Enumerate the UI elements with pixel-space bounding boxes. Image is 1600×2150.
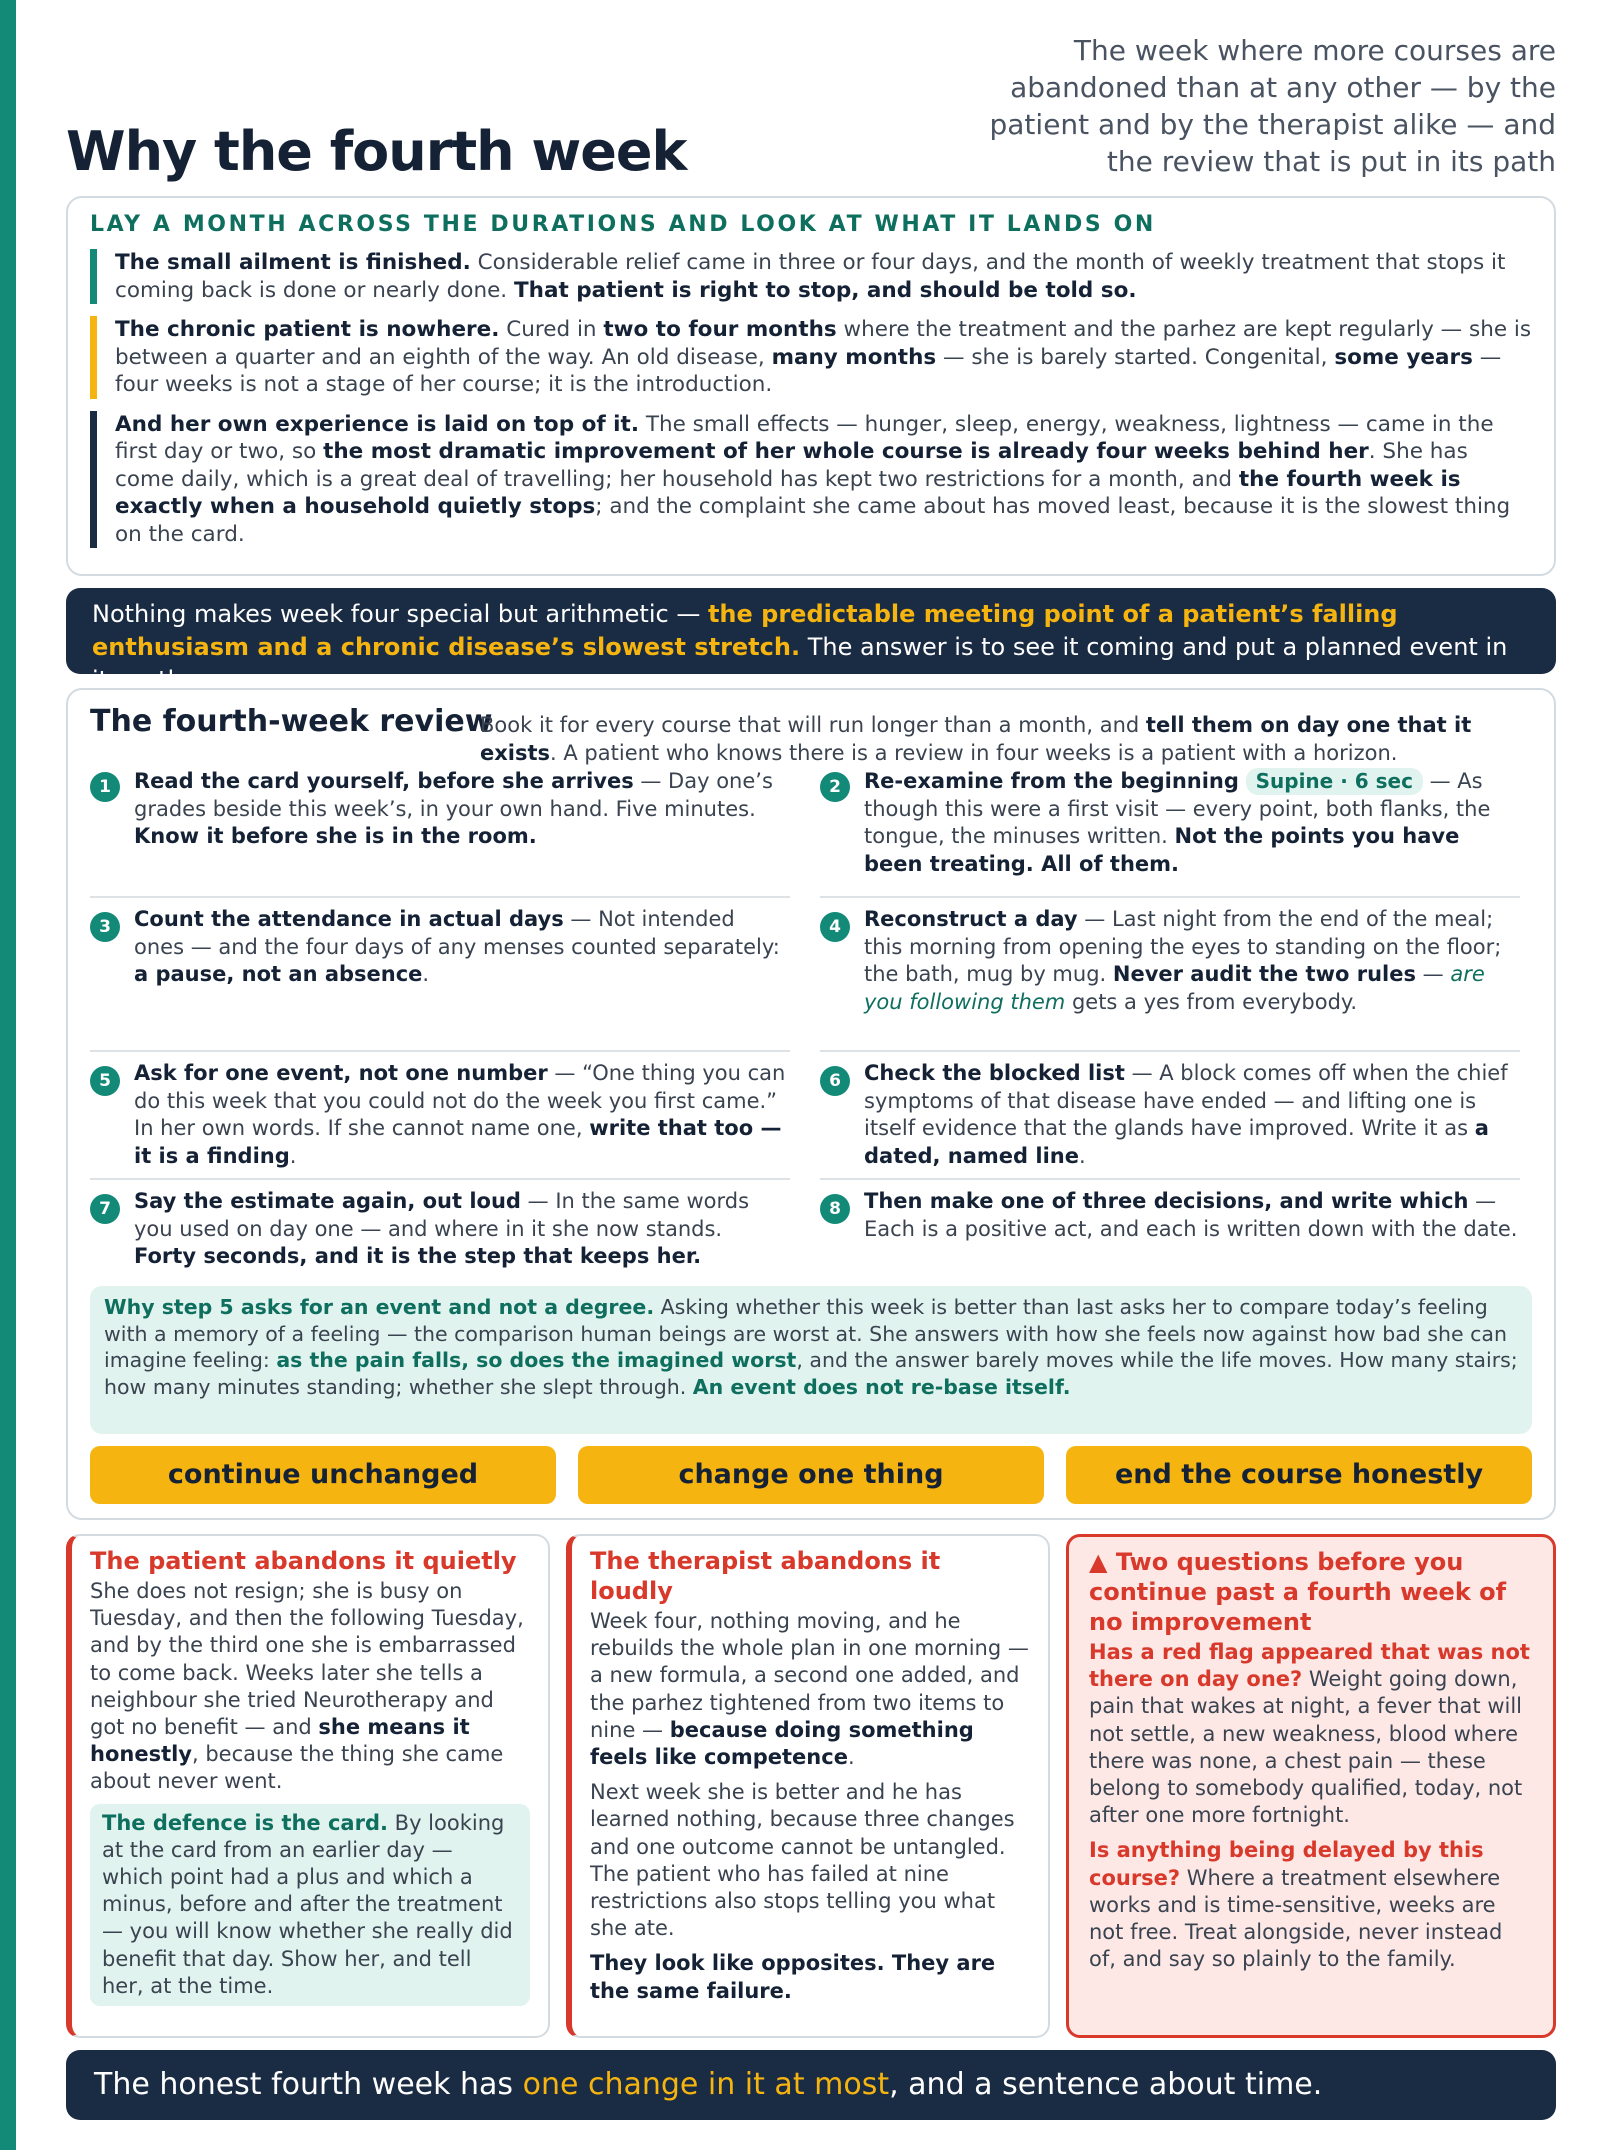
text-segment: Then make one of three decisions, and write which xyxy=(864,1189,1469,1213)
decision-change-one-thing: change one thing xyxy=(578,1446,1044,1504)
step-2 xyxy=(820,768,1520,878)
patient-col-heading: The patient abandons it quietly xyxy=(90,1547,517,1575)
header xyxy=(66,30,1556,183)
text-segment: write that too — it is a finding xyxy=(134,1116,782,1168)
text-segment: Say the estimate again, out loud xyxy=(134,1189,521,1213)
text-segment: — four weeks is not a stage of her course; it is the introduction. xyxy=(115,344,1502,397)
step-number: 4 xyxy=(820,912,850,942)
footer-banner xyxy=(66,2050,1556,2120)
step-6 xyxy=(820,1050,1520,1170)
step-8 xyxy=(820,1178,1520,1243)
step-5 xyxy=(90,1050,790,1170)
step-text xyxy=(134,1061,785,1168)
warning-col-heading: ▲ Two questions before you continue past a fourth week of no improvement xyxy=(1089,1548,1507,1636)
review-intro-c: . A patient who knows there is a review in four weeks is a patient with a horizon. xyxy=(550,740,1398,765)
text-segment: Know it before she is in the room. xyxy=(134,824,537,848)
step-text xyxy=(134,769,773,848)
text-segment: She does not resign; she is busy on Tuesday, and then the following Tuesday, and by the third one she is embarrassed to come back. Weeks later she tells a neighbour she tried Neurotherapy and got no benefit — and xyxy=(90,1579,524,1740)
step-text xyxy=(864,1061,1508,1168)
page-title: Why the fourth week xyxy=(66,120,687,183)
warning-question-2 xyxy=(1089,1837,1533,1973)
step-number: 7 xyxy=(90,1194,120,1224)
step-number: 2 xyxy=(820,772,850,802)
text-segment: Considerable relief came in three or four days, and the month of weekly treatment that stops it coming back is done or nearly done. xyxy=(115,250,1506,303)
footer-highlight: one change in it at most xyxy=(522,2067,890,2102)
text-segment: . xyxy=(289,1143,297,1168)
text-segment: And her own experience is laid on top of it. xyxy=(115,411,639,437)
text-segment: Cured in xyxy=(499,317,604,342)
text-segment: the most dramatic improvement of her whole course is already four weeks behind her xyxy=(323,439,1369,464)
step-4 xyxy=(820,896,1520,1016)
text-segment: Read the card yourself, before she arrives xyxy=(134,769,634,793)
text-segment: Never audit the two rules xyxy=(1112,962,1416,986)
text-segment: By looking at the card from an earlier day — which point had a plus and which a minus, before and after the treatment — you will know whether she really did benefit that day. Show her, and tell her, at the time. xyxy=(102,1810,513,1998)
text-segment: That patient is right to stop, and should be told so. xyxy=(513,277,1137,303)
text-segment: — she is barely started. Congenital, xyxy=(936,344,1335,370)
patient-col-body xyxy=(90,1578,530,1796)
text-segment: Count the attendance in actual days xyxy=(134,907,564,931)
therapist-col-paragraph-1 xyxy=(590,1608,1030,1771)
therapist-col-heading: The therapist abandons it loudly xyxy=(590,1547,941,1605)
decision-continue-unchanged: continue unchanged xyxy=(90,1446,556,1504)
text-segment: — Not intended ones — and the four days of any menses counted separately: xyxy=(134,907,780,959)
text-segment: The chronic patient is nowhere. xyxy=(115,317,500,342)
banner-text-after: The answer is to see it coming and put a planned event in its path. xyxy=(92,633,1508,694)
text-segment: Why step 5 asks for an event and not a degree. xyxy=(104,1295,655,1319)
review-intro xyxy=(480,712,1520,767)
defence-note xyxy=(90,1804,530,2006)
step-3 xyxy=(90,896,790,989)
duration-item xyxy=(90,411,1532,549)
warning-q2-text: Is anything being delayed by this course? xyxy=(1089,1838,1484,1890)
text-segment: . She has come daily, which is a great deal of travelling; her household has kept two restrictions for a month, and xyxy=(115,439,1468,492)
step-text xyxy=(864,907,1501,1014)
durations-kicker: LAY A MONTH ACROSS THE DURATIONS AND LOOK AT WHAT IT LANDS ON xyxy=(90,212,1156,237)
step-number: 8 xyxy=(820,1194,850,1224)
text-segment: — xyxy=(1415,962,1451,986)
therapist-col-conclusion: They look like opposites. They are the same failure. xyxy=(590,1951,996,2003)
patient-abandons-column xyxy=(66,1534,550,2038)
durations-list xyxy=(90,249,1532,548)
text-segment: , and the answer barely moves while the life moves. How many stairs; how many minutes standing; whether she slept through. xyxy=(104,1348,1518,1399)
text-segment: . xyxy=(422,962,430,986)
text-segment: Week four, nothing moving, and he rebuilds the whole plan in one morning — a new formula, a second one added, and the parhez tightened from two items to nine — xyxy=(590,1609,1029,1742)
step-text xyxy=(864,1189,1517,1241)
text-segment: Re-examine from the beginning xyxy=(864,769,1239,793)
review-heading: The fourth-week review xyxy=(90,704,493,739)
text-segment: Forty seconds, and it is the step that keeps her. xyxy=(134,1244,702,1268)
text-segment: Not the points you have been treating. All of them. xyxy=(864,824,1460,876)
therapist-abandons-column xyxy=(566,1534,1050,2038)
text-segment: — Each is a positive act, and each is written down with the date. xyxy=(864,1189,1518,1241)
text-segment: Reconstruct a day xyxy=(864,907,1078,931)
banner-highlight: the predictable meeting point of a patient’s falling enthusiasm and a chronic disease’s slowest stretch. xyxy=(92,600,1398,661)
decision-options xyxy=(90,1446,1532,1504)
text-segment: — Last night from the end of the meal; this morning from opening the eyes to standing on the floor; the bath, mug by mug. xyxy=(864,907,1502,986)
footer-text-after: , and a sentence about time. xyxy=(889,2067,1323,2102)
step-number: 3 xyxy=(90,912,120,942)
text-segment: a pause, not an absence xyxy=(134,962,423,986)
review-intro-b: tell them on day one that it exists xyxy=(480,713,1472,765)
warning-column xyxy=(1066,1534,1556,2038)
footer-text-before: The honest fourth week has xyxy=(94,2067,523,2102)
text-segment: — “One thing you can do this week that you could not do the week you first came.” In her own words. If she cannot name one, xyxy=(134,1061,786,1140)
text-segment: — As though this were a first visit — every point, both flanks, the tongue, the minuses written. xyxy=(864,769,1491,848)
text-segment: — In the same words you used on day one — and where in it she now stands. xyxy=(134,1189,750,1241)
text-segment: An event does not re-base itself. xyxy=(692,1374,1071,1399)
text-segment: many months xyxy=(771,344,937,370)
text-segment: two to four months xyxy=(603,317,837,342)
text-segment: she means it honestly xyxy=(90,1715,470,1767)
warning-a1-text: Weight going down, pain that wakes at night, a fever that will not settle, a new weakness, blood where there was none, a chest pain — these belong to somebody qualified, today, not after one more fortnight. xyxy=(1089,1667,1523,1828)
page-subtitle: The week where more courses are abandoned than at any other — by the patient and by the therapist alike — and the review that is put in its path xyxy=(989,34,1556,178)
step5-explanation-note xyxy=(90,1286,1532,1434)
text-segment: The defence is the card. xyxy=(102,1810,388,1835)
duration-item xyxy=(90,249,1532,304)
side-accent-bar xyxy=(0,0,16,2150)
text-segment: — A block comes off when the chief symptoms of that disease have ended — and lifting one is itself evidence that the glands have improved. Write it as xyxy=(864,1061,1508,1140)
warning-question-1 xyxy=(1089,1639,1533,1829)
warning-a2-text: Where a treatment elsewhere works and is time-sensitive, weeks are not free. Treat alongside, never instead of, and say so plainly to the family. xyxy=(1089,1865,1503,1972)
text-segment: Check the blocked list xyxy=(864,1061,1125,1085)
text-segment: as the pain falls, so does the imagined worst xyxy=(276,1348,797,1372)
warning-q1-text: Has a red flag appeared that was not there on day one? xyxy=(1089,1640,1530,1692)
review-intro-a: Book it for every course that will run longer than a month, and xyxy=(480,713,1146,737)
text-segment: ; and the complaint she came about has moved least, because it is the slowest thing on the card. xyxy=(115,494,1511,547)
text-segment: the fourth week is exactly when a household quietly stops xyxy=(115,466,1461,519)
text-segment: The small effects — hunger, sleep, energy, weakness, lightness — came in the first day or two, so xyxy=(115,411,1494,464)
text-segment: . xyxy=(1078,1143,1086,1168)
text-segment: gets a yes from everybody. xyxy=(1065,989,1358,1014)
text-segment: Supine · 6 sec xyxy=(1246,768,1423,795)
step-number: 6 xyxy=(820,1066,850,1096)
text-segment: because doing something feels like competence xyxy=(590,1717,974,1770)
step-text xyxy=(134,1189,749,1268)
durations-box xyxy=(66,196,1556,576)
text-segment: some years xyxy=(1334,344,1473,370)
text-segment: a dated, named line xyxy=(864,1116,1489,1168)
text-segment xyxy=(1239,769,1246,793)
decision-end-course: end the course honestly xyxy=(1066,1446,1532,1504)
banner-text-before: Nothing makes week four special but arithmetic — xyxy=(92,600,708,628)
text-segment: where the treatment and the parhez are kept regularly — she is between a quarter and an eighth of the way. An old disease, xyxy=(115,317,1532,370)
duration-item xyxy=(90,316,1532,399)
arithmetic-banner xyxy=(66,588,1556,694)
therapist-col-paragraph-2: Next week she is better and he has learned nothing, because three changes and one outcome cannot be untangled. The patient who has failed at nine restrictions also stops telling you what she ate. xyxy=(590,1780,1015,1941)
fourth-week-review xyxy=(66,688,1556,1520)
text-segment: Asking whether this week is better than last asks her to compare today’s feeling with a memory of a feeling — the comparison human beings are worst at. She answers with how she feels now against how bad she can imagine feeling: xyxy=(104,1295,1507,1372)
text-segment: The small ailment is finished. xyxy=(115,250,471,275)
text-segment: Ask for one event, not one number xyxy=(134,1061,548,1085)
text-segment: — Day one’s grades beside this week’s, in your own hand. Five minutes. xyxy=(134,769,773,821)
step-number: 1 xyxy=(90,772,120,802)
text-segment: , because the thing she came about never went. xyxy=(90,1742,504,1794)
step-7 xyxy=(90,1178,790,1271)
step-1 xyxy=(90,768,790,851)
step-number: 5 xyxy=(90,1066,120,1096)
text-segment: . xyxy=(847,1745,855,1770)
text-segment: are you following them xyxy=(864,962,1485,1014)
step-text xyxy=(864,769,1490,876)
step-text xyxy=(134,907,780,986)
